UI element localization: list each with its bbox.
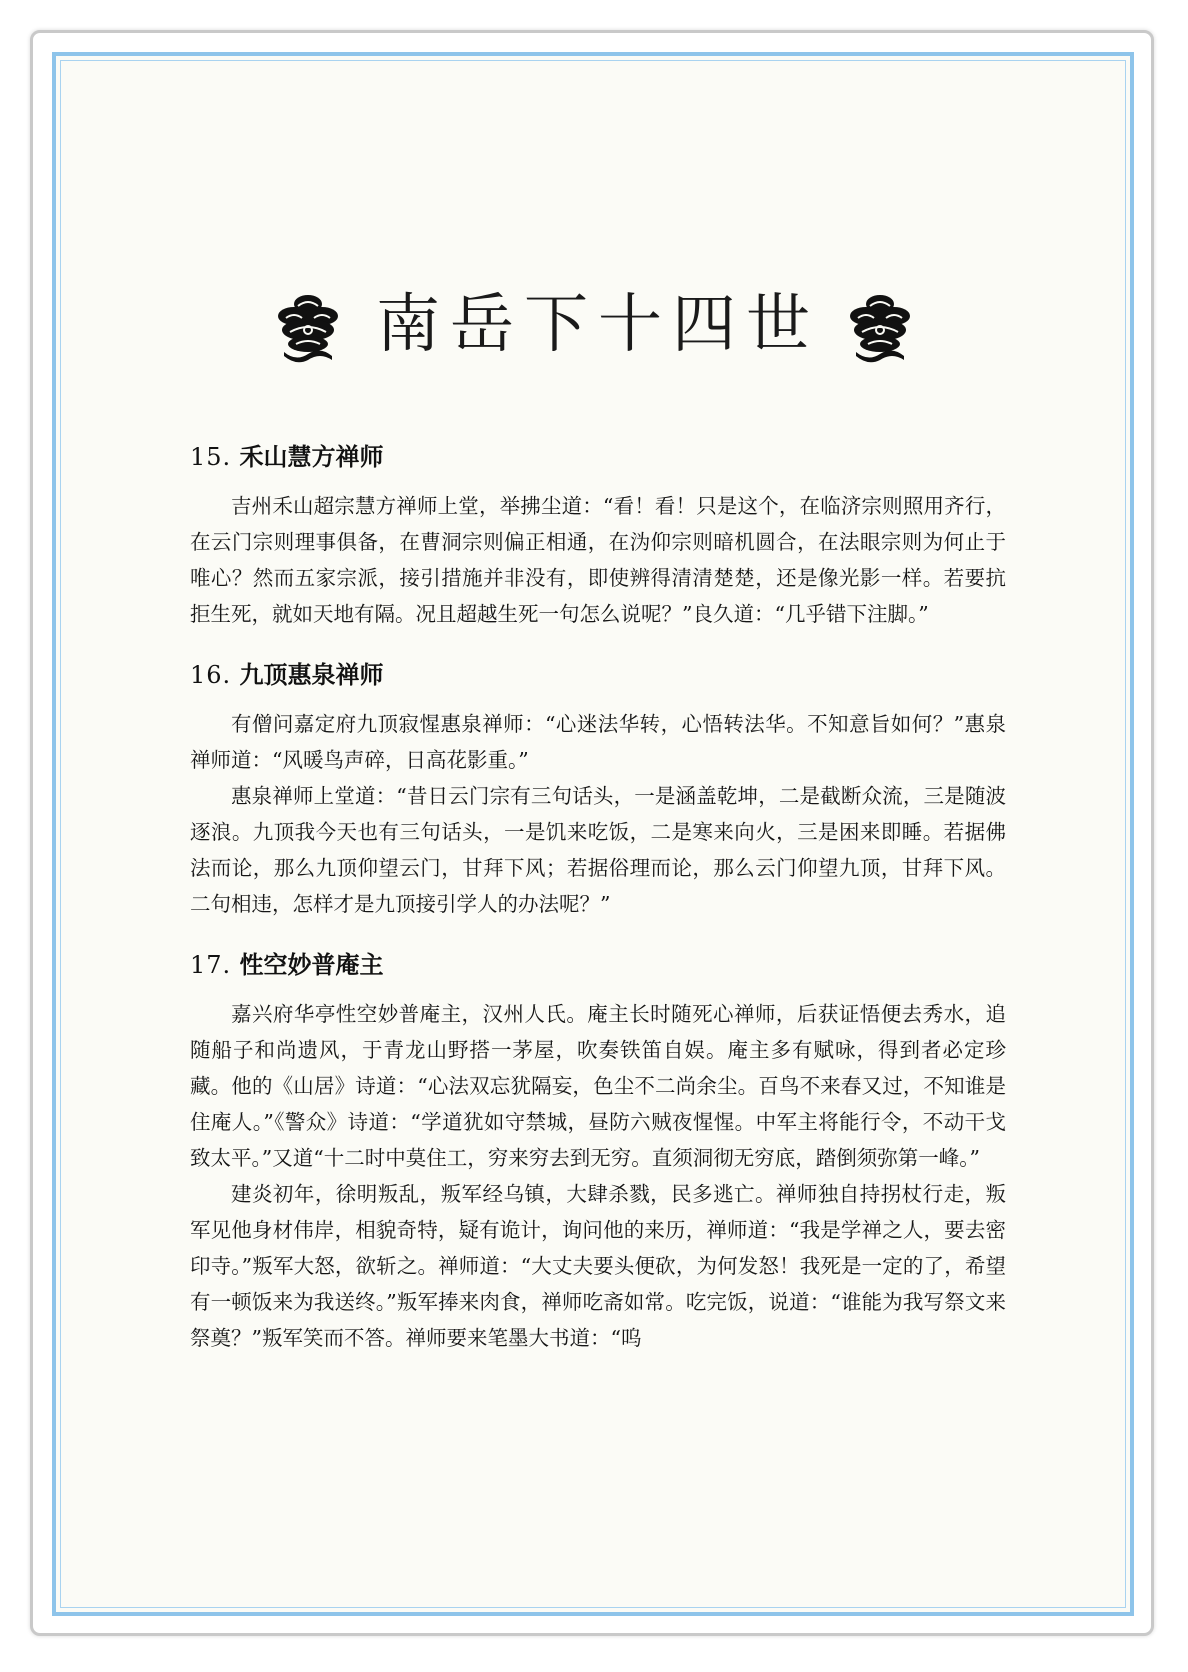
section-title: 禾山慧方禅师: [239, 442, 384, 471]
paragraph: 嘉兴府华亭性空妙普庵主，汉州人氏。庵主长时随死心禅师，后获证悟便去秀水，追随船子和尚遗风，于青龙山野搭一茅屋，吹奏铁笛自娱。庵主多有赋咏，得到者必定珍藏。他的《山居》诗道：“心法双忘犹隔妄，色尘不二尚余尘。百鸟不来春又过，不知谁是住庵人。”《警众》诗道：“学道犹如守禁城，昼防六贼夜惺惺。中军主将能行令，不动干戈致太平。”又道“十二时中莫住工，穷来穷去到无穷。直须洞彻无穷底，踏倒须弥第一峰。”: [190, 1002, 1006, 1170]
section-title: 性空妙普庵主: [239, 950, 384, 979]
section-heading: [190, 948, 1006, 982]
cloud-ornament-icon: [274, 286, 342, 364]
chapter-title: 南岳下十四世: [376, 288, 820, 362]
main-text: [190, 440, 1006, 1356]
section-heading: [190, 440, 1006, 474]
paragraph: 吉州禾山超宗慧方禅师上堂，举拂尘道：“看！看！只是这个，在临济宗则照用齐行，在云门宗则理事俱备，在曹洞宗则偏正相通，在沩仰宗则暗机圆合，在法眼宗则为何止于唯心？然而五家宗派，接引措施并非没有，即使辨得清清楚楚，还是像光影一样。若要抗拒生死，就如天地有隔。况且超越生死一句怎么说呢？”良久道：“几乎错下注脚。”: [190, 494, 1006, 626]
paragraph: 惠泉禅师上堂道：“昔日云门宗有三句话头，一是涵盖乾坤，二是截断众流，三是随波逐浪。九顶我今天也有三句话头，一是饥来吃饭，二是寒来向火，三是困来即睡。若据佛法而论，那么九顶仰望云门，甘拜下风；若据俗理而论，那么云门仰望九顶，甘拜下风。二句相违，怎样才是九顶接引学人的办法呢？”: [190, 784, 1006, 916]
section-title: 九顶惠泉禅师: [239, 660, 384, 689]
chapter-header: [0, 270, 1188, 380]
section-number: 15.: [190, 443, 232, 471]
paragraph: 有僧问嘉定府九顶寂惺惠泉禅师：“心迷法华转，心悟转法华。不知意旨如何？”惠泉禅师道：“风暖鸟声碎，日高花影重。”: [190, 712, 1006, 772]
paragraph: 建炎初年，徐明叛乱，叛军经乌镇，大肆杀戮，民多逃亡。禅师独自持拐杖行走，叛军见他身材伟岸，相貌奇特，疑有诡计，询问他的来历，禅师道：“我是学禅之人，要去密印寺。”叛军大怒，欲斩之。禅师道：“大丈夫要头便砍，为何发怒！我死是一定的了，希望有一顿饭来为我送终。”叛军捧来肉食，禅师吃斋如常。吃完饭，说道：“谁能为我写祭文来祭奠？”叛军笑而不答。禅师要来笔墨大书道：“呜: [190, 1182, 1006, 1350]
cloud-ornament-icon: [846, 286, 914, 364]
section-number: 16.: [190, 661, 232, 689]
section-heading: [190, 658, 1006, 692]
section-number: 17.: [190, 951, 232, 979]
